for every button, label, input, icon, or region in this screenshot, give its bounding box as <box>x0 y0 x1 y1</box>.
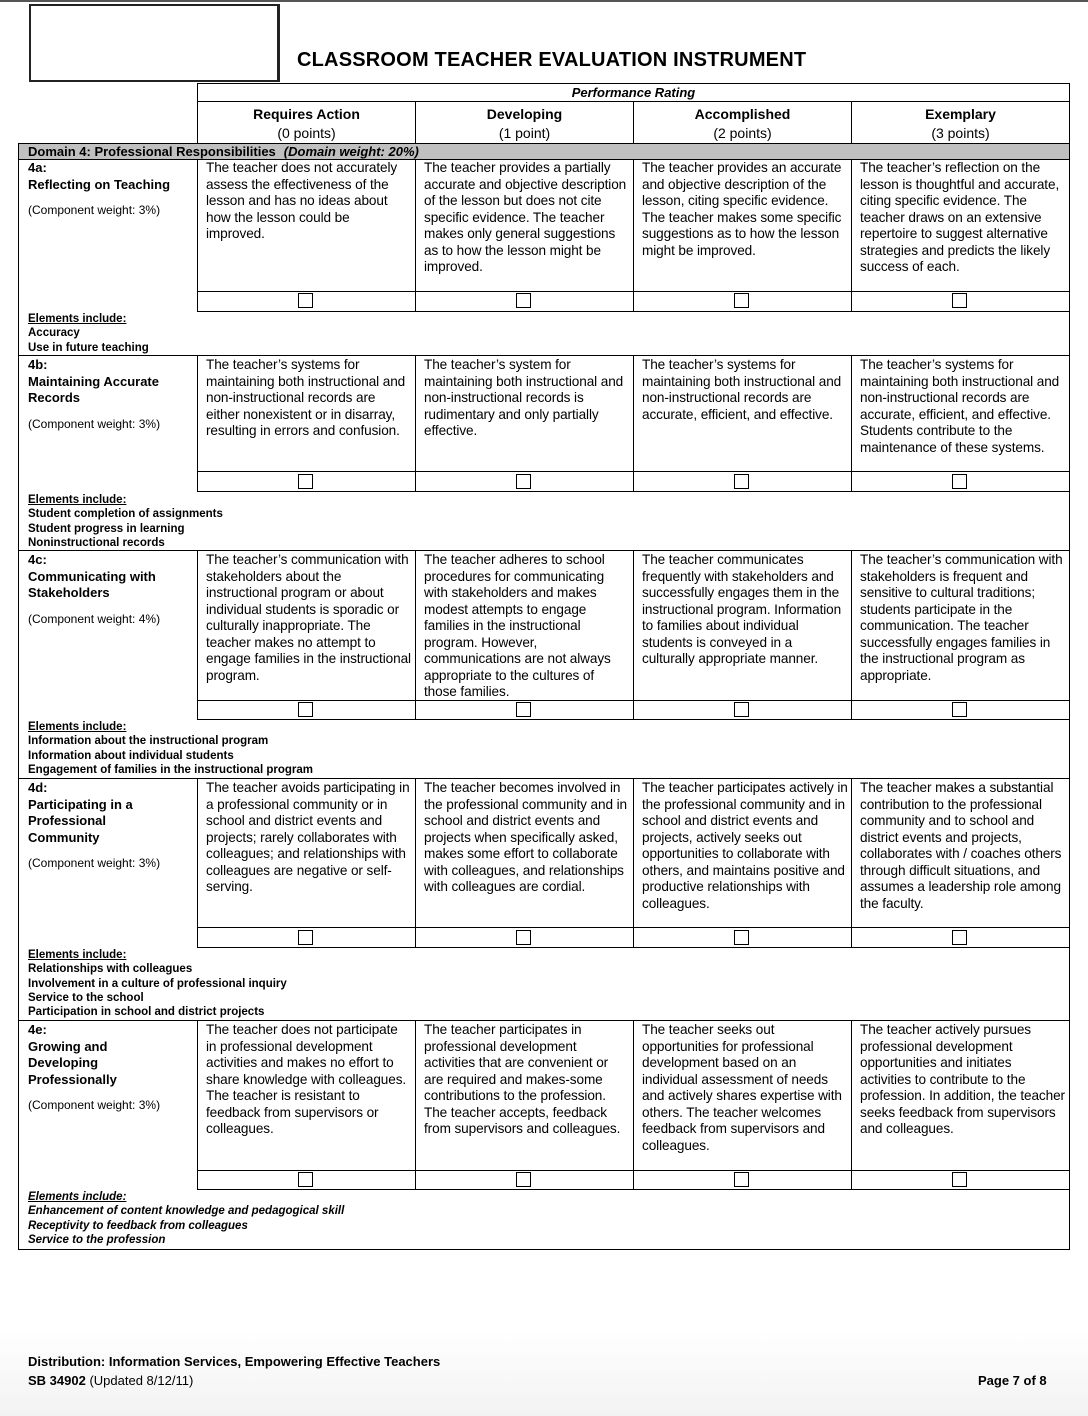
descriptor-exemplary: The teacher’s systems for maintaining both instructional and non-instructional records are accurate, efficient, and effective. Students contribute to the maintenance of these systems. <box>860 357 1060 455</box>
col-divider <box>197 1020 198 1190</box>
rating-checkbox-4b-accomplished[interactable] <box>734 474 749 489</box>
element-item: Receptivity to feedback from colleagues <box>28 1219 248 1232</box>
component-weight: (Component weight: 3%) <box>28 417 161 431</box>
elements-header: Elements include: <box>28 949 127 961</box>
col-divider <box>851 159 852 312</box>
elements-header: Elements include: <box>28 313 127 325</box>
col-divider <box>633 1020 634 1190</box>
top-border <box>0 0 1088 2</box>
level-header-requires-action <box>197 101 415 144</box>
descriptor-developing: The teacher participates in professional development activities that are convenient or are required and makes-some contributions to the profession. The teacher accepts, feedback from supervisors and colleagues. <box>424 1022 621 1136</box>
component-code: 4a: <box>28 160 47 175</box>
document-id <box>28 1373 193 1388</box>
elements-list-4d <box>28 948 287 1019</box>
col-divider <box>633 159 634 312</box>
descriptor-accomplished: The teacher’s systems for maintaining both instructional and non-instructional records are accurate, efficient, and effective. <box>642 357 842 422</box>
element-item: Enhancement of content knowledge and pedagogical skill <box>28 1205 345 1218</box>
descriptor-requires-action: The teacher does not participate in professional development activities and makes no effort to share knowledge with colleagues. The teacher is resistant to feedback from supervisors or colleagues. <box>206 1022 407 1136</box>
descriptor-accomplished: The teacher seeks out opportunities for professional development based on an individual assessment of needs and actively shares expertise with others. The teacher welcomes feedback from supervisors and colleagues. <box>642 1022 842 1153</box>
level-points: (0 points) <box>277 125 336 141</box>
updated-date: (Updated 8/12/11) <box>89 1373 194 1388</box>
level-points: (3 points) <box>931 125 990 141</box>
rating-checkbox-4d-requires-action[interactable] <box>298 930 313 945</box>
domain-weight: (Domain weight: 20%) <box>283 144 419 159</box>
level-points: (1 point) <box>498 125 551 141</box>
descriptor-accomplished: The teacher provides an accurate and objective description of the lesson, citing specific evidence. The teacher makes some specific suggestions as to how the lesson might be improved. <box>642 160 842 258</box>
level-label: Developing <box>486 106 563 122</box>
page-number: Page 7 of 8 <box>978 1373 1047 1388</box>
rating-checkbox-4a-exemplary[interactable] <box>952 293 967 308</box>
element-item: Involvement in a culture of professional inquiry <box>28 977 287 990</box>
page-title: CLASSROOM TEACHER EVALUATION INSTRUMENT <box>297 49 807 71</box>
rating-checkbox-4d-accomplished[interactable] <box>734 930 749 945</box>
component-code: 4b: <box>28 357 48 372</box>
component-weight: (Component weight: 3%) <box>28 203 161 217</box>
col-divider <box>415 778 416 948</box>
descriptor-exemplary: The teacher’s communication with stakeholders is frequent and sensitive to cultural traditions; students participate in the communication. The teacher successfully engages families in the instructional program as appropriate. <box>860 552 1063 683</box>
descriptor-exemplary: The teacher actively pursues professional development opportunities and initiates activities to contribute to the profession. In addition, the teacher seeks feedback from supervisors and colleagues. <box>860 1022 1065 1136</box>
checkbox-row-bottom <box>197 491 1070 492</box>
rating-checkbox-4a-accomplished[interactable] <box>734 293 749 308</box>
col-divider <box>415 1020 416 1190</box>
descriptor-requires-action: The teacher does not accurately assess the effectiveness of the lesson and has no ideas about how the lesson could be improved. <box>206 160 398 241</box>
col-divider <box>197 778 198 948</box>
rating-checkbox-4d-developing[interactable] <box>516 930 531 945</box>
descriptor-exemplary: The teacher makes a substantial contribution to the professional community and to school and district events and projects, collaborates with / coaches others through difficult situations, and assumes a leadership role among the faculty. <box>860 780 1062 911</box>
component-4a-heading <box>28 160 193 193</box>
component-4c-heading <box>28 552 193 602</box>
col-divider <box>851 778 852 948</box>
level-points: (2 points) <box>713 125 772 141</box>
component-name: Maintaining Accurate Records <box>28 373 159 405</box>
element-item: Use in future teaching <box>28 341 149 354</box>
element-item: Service to the school <box>28 991 144 1004</box>
component-code: 4d: <box>28 780 48 795</box>
element-item: Student completion of assignments <box>28 508 223 521</box>
level-header-developing <box>415 101 633 144</box>
rating-checkbox-4e-accomplished[interactable] <box>734 1172 749 1187</box>
component-weight: (Component weight: 4%) <box>28 612 161 626</box>
element-item: Relationships with colleagues <box>28 963 193 976</box>
checkbox-row-top <box>197 700 1070 701</box>
descriptor-developing: The teacher becomes involved in the professional community and in school and district events and projects when specifically asked, makes some effort to collaborate with colleagues, and relationships with colleagues are cordial. <box>424 780 627 894</box>
rating-checkbox-4a-requires-action[interactable] <box>298 293 313 308</box>
element-item: Information about the instructional program <box>28 735 269 748</box>
component-weight: (Component weight: 3%) <box>28 1098 161 1112</box>
rating-checkbox-4e-requires-action[interactable] <box>298 1172 313 1187</box>
rating-checkbox-4c-accomplished[interactable] <box>734 702 749 717</box>
row-divider <box>18 1020 1070 1021</box>
rating-checkbox-4c-developing[interactable] <box>516 702 531 717</box>
descriptor-developing: The teacher provides a partially accurate and objective description of the lesson but does not cite specific evidence. The teacher makes only general suggestions as to how the lesson might be improved. <box>424 160 627 274</box>
doc-number: SB 34902 <box>28 1373 86 1388</box>
col-divider <box>197 550 198 720</box>
checkbox-row-top <box>197 927 1070 928</box>
elements-list-4a <box>28 312 149 355</box>
elements-header: Elements include: <box>28 1191 127 1203</box>
checkbox-row-bottom <box>197 719 1070 720</box>
checkbox-row-top <box>197 1170 1070 1171</box>
col-divider <box>415 550 416 720</box>
component-4e-heading <box>28 1022 148 1088</box>
col-divider <box>633 550 634 720</box>
checkbox-row-top <box>197 471 1070 472</box>
elements-list-4c <box>28 720 313 777</box>
descriptor-developing: The teacher adheres to school procedures for communicating with stakeholders and makes modest attempts to engage families in the instructional program. However, communications are not always appropriate to the cultures of those families. <box>424 552 611 699</box>
checkbox-row-bottom <box>197 947 1070 948</box>
rating-checkbox-4b-requires-action[interactable] <box>298 474 313 489</box>
rating-checkbox-4c-requires-action[interactable] <box>298 702 313 717</box>
domain-header <box>18 143 1070 160</box>
descriptor-accomplished: The teacher participates actively in the professional community and in school and district events and projects, actively seeks out opportunities to collaborate with others, and maintains positive and productive relationships with colleagues. <box>642 780 848 911</box>
descriptor-developing: The teacher’s system for maintaining both instructional and non-instructional records is rudimentary and only partially effective. <box>424 357 624 438</box>
performance-rating-header: Performance Rating <box>197 83 1070 101</box>
row-divider <box>18 778 1070 779</box>
descriptor-requires-action: The teacher avoids participating in a professional community or in school and district events and projects; rarely collaborates with colleagues; and relationships with colleagues are negative or self-serving. <box>206 780 410 894</box>
level-header-accomplished <box>633 101 851 144</box>
checkbox-row-top <box>197 291 1070 292</box>
level-label: Accomplished <box>694 106 791 122</box>
elements-header: Elements include: <box>28 721 127 733</box>
element-item: Accuracy <box>28 327 80 340</box>
level-label: Exemplary <box>925 106 996 122</box>
rating-checkbox-4a-developing[interactable] <box>516 293 531 308</box>
rating-checkbox-4e-developing[interactable] <box>516 1172 531 1187</box>
component-code: 4e: <box>28 1022 47 1037</box>
descriptor-accomplished: The teacher communicates frequently with stakeholders and successfully engages them in the instructional program. Information to families about individual students is conveyed in a culturally appropriate manner. <box>642 552 842 666</box>
element-item: Information about individual students <box>28 749 234 762</box>
component-code: 4c: <box>28 552 47 567</box>
rating-checkbox-4c-exemplary[interactable] <box>952 702 967 717</box>
element-item: Service to the profession <box>28 1233 166 1246</box>
elements-header: Elements include: <box>28 494 127 506</box>
elements-list-4e <box>28 1190 344 1247</box>
domain-title: Domain 4: Professional Responsibilities <box>28 144 276 159</box>
level-header-exemplary <box>851 101 1070 144</box>
rating-checkbox-4e-exemplary[interactable] <box>952 1172 967 1187</box>
row-divider <box>18 355 1070 356</box>
col-divider <box>633 778 634 948</box>
checkbox-row-bottom <box>197 311 1070 312</box>
rating-checkbox-4b-developing[interactable] <box>516 474 531 489</box>
component-weight: (Component weight: 3%) <box>28 856 161 870</box>
rating-checkbox-4b-exemplary[interactable] <box>952 474 967 489</box>
descriptor-requires-action: The teacher’s communication with stakeholders about the instructional program or about individual students is sporadic or culturally inappropriate. The teacher makes no attempt to engage families in the instructional program. <box>206 552 411 683</box>
component-name: Growing and Developing Professionally <box>28 1038 117 1087</box>
element-item: Participation in school and district projects <box>28 1006 265 1019</box>
level-label: Requires Action <box>253 106 360 122</box>
logo-placeholder <box>29 4 280 82</box>
component-name: Communicating with Stakeholders <box>28 568 156 600</box>
component-name: Reflecting on Teaching <box>28 176 171 192</box>
descriptor-exemplary: The teacher’s reflection on the lesson is thoughtful and accurate, citing specific evidence. The teacher draws on an extensive repertoire to suggest alternative strategies and predicts the likely success of each. <box>860 160 1060 274</box>
col-divider <box>851 1020 852 1190</box>
col-divider <box>197 159 198 312</box>
component-name: Participating in a Professional Community <box>28 796 133 845</box>
distribution-text: Distribution: Information Services, Empowering Effective Teachers <box>28 1354 441 1369</box>
component-4b-heading <box>28 357 193 407</box>
component-4d-heading <box>28 780 168 846</box>
col-divider <box>415 159 416 312</box>
col-divider <box>851 550 852 720</box>
elements-list-4b <box>28 493 223 550</box>
element-item: Student progress in learning <box>28 522 185 535</box>
element-item: Engagement of families in the instructional program <box>28 763 313 776</box>
descriptor-requires-action: The teacher’s systems for maintaining both instructional and non-instructional records are either nonexistent or in disarray, resulting in errors and confusion. <box>206 357 406 438</box>
element-item: Noninstructional records <box>28 536 165 549</box>
rating-checkbox-4d-exemplary[interactable] <box>952 930 967 945</box>
